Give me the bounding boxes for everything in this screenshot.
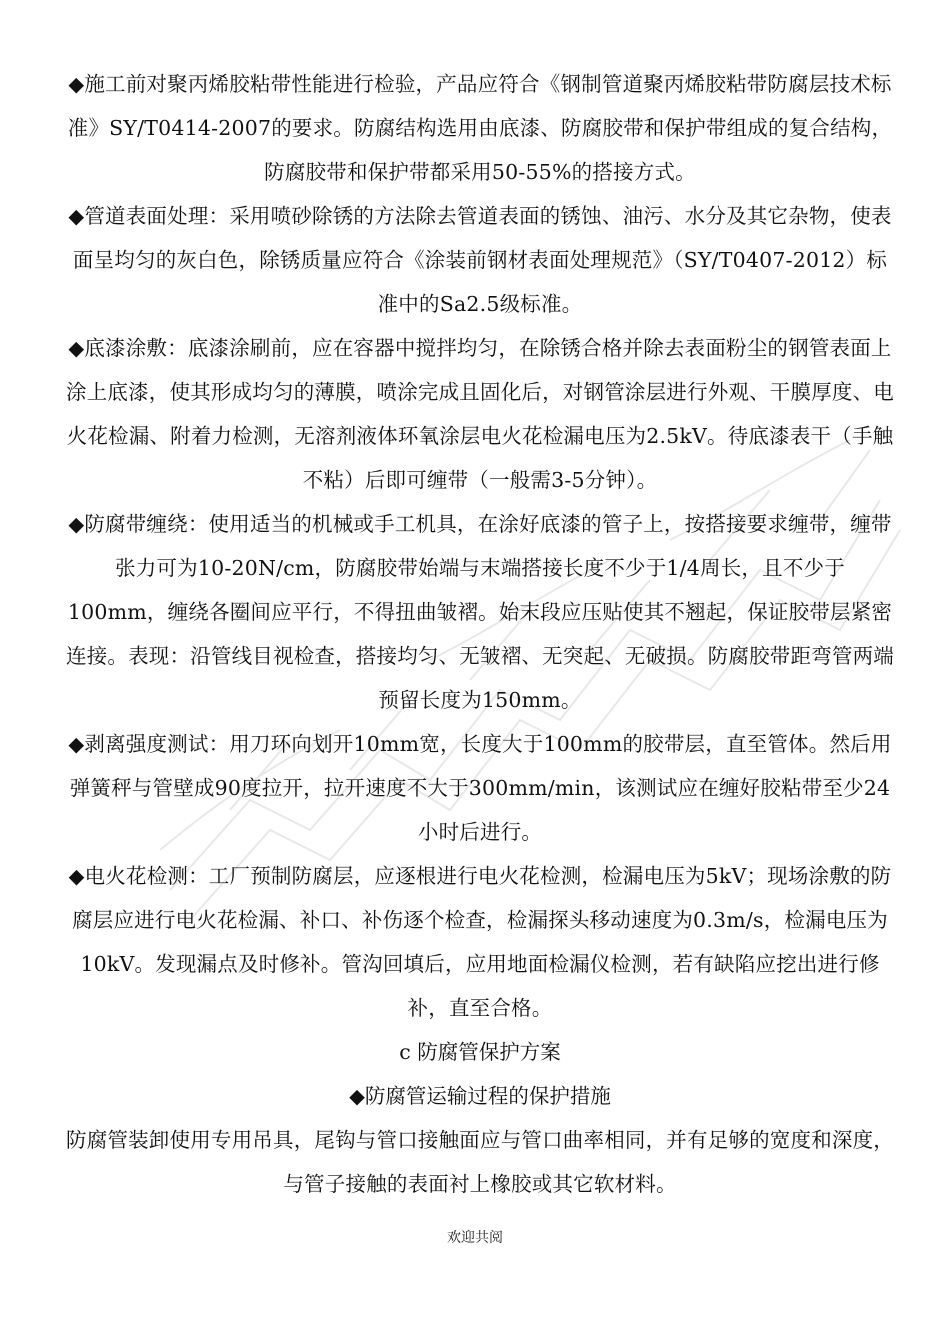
page-footer: 欢迎共阅 [447, 1230, 503, 1246]
paragraph-tape-wrapping: ◆防腐带缠绕：使用适当的机械或手工机具，在涂好底漆的管子上，按搭接要求缠带，缠带张力可为10-20N/cm，防腐胶带始端与末端搭接长度不少于1/4周长，且不少于100mm，缠绕各圈间应平行，不得扭曲皱褶。始末段应压贴使其不翘起，保证胶带层紧密连接。表现：沿管线目视检查，搭接均匀、无皱褶、无突起、无破损。防腐胶带距弯管两端预留长度为150mm。 [66, 512, 894, 712]
subsection-title: ◆防腐管运输过程的保护措施 [349, 1084, 611, 1108]
paragraph-primer-coating: ◆底漆涂敷：底漆涂刷前，应在容器中搅拌均匀，在除锈合格并除去表面粉尘的钢管表面上涂上底漆，使其形成均匀的薄膜，喷涂完成且固化后，对钢管涂层进行外观、干膜厚度、电火花检漏、附着力检测，无溶剂液体环氧涂层电火花检漏电压为2.5kV。待底漆表干（手触不粘）后即可缠带（一般需3-5分钟）。 [66, 336, 894, 492]
paragraph-spark-test: ◆电火花检测：工厂预制防腐层，应逐根进行电火花检测，检漏电压为5kV；现场涂敷的防腐层应进行电火花检漏、补口、补伤逐个检查，检漏探头移动速度为0.3m/s，检漏电压为10kV。发现漏点及时修补。管沟回填后，应用地面检漏仪检测，若有缺陷应挖出进行修补，直至合格。 [68, 864, 892, 1020]
paragraph-surface-treatment: ◆管道表面处理：采用喷砂除锈的方法除去管道表面的锈蚀、油污、水分及其它杂物，使表面呈均匀的灰白色，除锈质量应符合《涂装前钢材表面处理规范》（SY/T0407-2012）标准中的Sa2.5级标准。 [68, 204, 892, 316]
paragraph-peel-test: ◆剥离强度测试：用刀环向划开10mm宽，长度大于100mm的胶带层，直至管体。然后用弹簧秤与管壁成90度拉开，拉开速度不大于300mm/min，该测试应在缠好胶粘带至少24小时后进行。 [68, 732, 892, 844]
paragraph-inspection: ◆施工前对聚丙烯胶粘带性能进行检验，产品应符合《钢制管道聚丙烯胶粘带防腐层技术标准》SY/T0414-2007的要求。防腐结构选用由底漆、防腐胶带和保护带组成的复合结构，防腐胶带和保护带都采用50-55%的搭接方式。 [67, 72, 893, 184]
paragraph-transport-protection: 防腐管装卸使用专用吊具，尾钩与管口接触面应与管口曲率相同，并有足够的宽度和深度，与管子接触的表面衬上橡胶或其它软材料。 [66, 1128, 894, 1196]
document-body [66, 62, 894, 1206]
section-title: c 防腐管保护方案 [399, 1040, 561, 1064]
